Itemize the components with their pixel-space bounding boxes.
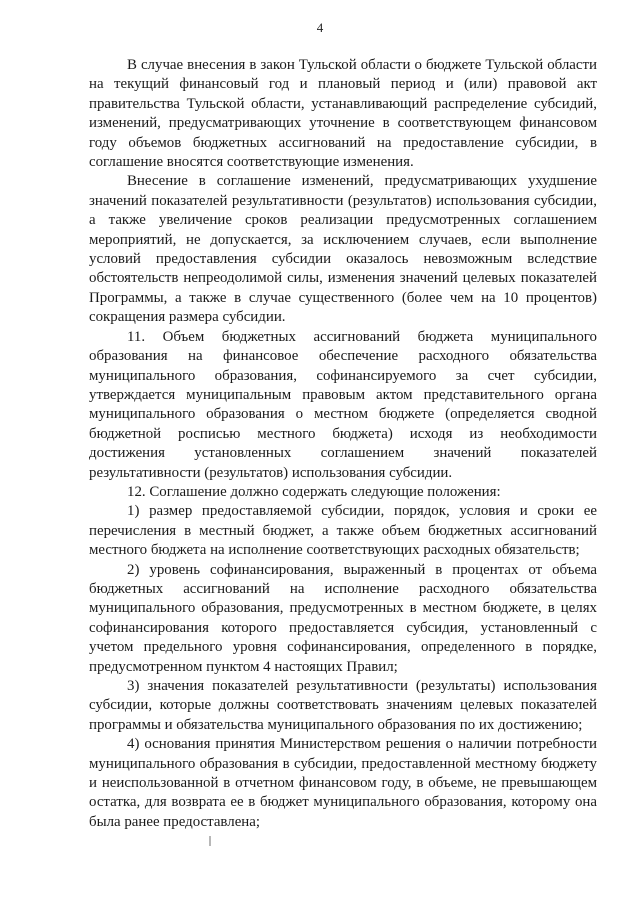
paragraph-budget-law-amendment: В случае внесения в закон Тульской области о бюджете Тульской области на текущий финансовый год и плановый период и (или) правовой акт правительства Тульской области, устанавливающий распределение субсидий, изменений, предусматривающих уточнение в соответствующем финансовом году объемов бюджетных ассигнований на предоставление субсидии, в соглашение вносятся соответствующие изменения. xyxy=(89,57,597,171)
page-number: 4 xyxy=(316,20,324,35)
scan-artifact xyxy=(209,836,211,846)
list-item-2: 2) уровень софинансирования, выраженный в процентах от объема бюджетных ассигнований на исполнение расходного обязательства муниципального образования, предусмотренных в местном бюджете, в целях софинансирования которого предоставляется субсидия, установленный с учетом предельного уровня софинансирования, определенного в порядке, предусмотренном пунктом 4 настоящих Правил; xyxy=(89,561,597,675)
paragraph-item-11: 11. Объем бюджетных ассигнований бюджета муниципального образования на финансовое обеспечение расходного обязательства муниципального образования, софинансируемого за счет субсидии, утверждается муниципальным правовым актом представительного органа муниципального образования о местном бюджете (определяется сводной бюджетной росписью местного бюджета) исходя из необходимости достижения установленных соглашением значений показателей результативности (результатов) использования субсидии. xyxy=(89,328,597,481)
paragraph-agreement-changes: Внесение в соглашение изменений, предусматривающих ухудшение значений показателей результативности (результатов) использования субсидии, а также увеличение сроков реализации предусмотренных соглашением мероприятий, не допускается, за исключением случаев, если выполнение условий предоставления субсидии оказалось невозможным вследствие обстоятельств непреодолимой силы, изменения значений целевых показателей Программы, а также в случае существенного (более чем на 10 процентов) сокращения размера субсидии. xyxy=(89,173,597,326)
list-item-1: 1) размер предоставляемой субсидии, порядок, условия и сроки ее перечисления в местный бюджет, а также объем бюджетных ассигнований местного бюджета на исполнение соответствующих расходных обязательств; xyxy=(89,503,597,559)
list-item-4: 4) основания принятия Министерством решения о наличии потребности муниципального образования в субсидии, предоставленной местному бюджету и неиспользованной в отчетном финансовом году, в объеме, не превышающем остатка, для возврата ее в бюджет муниципального образования, которому она была ранее предоставлена; xyxy=(89,736,597,830)
document-body xyxy=(89,56,597,832)
paragraph-item-12: 12. Соглашение должно содержать следующие положения: xyxy=(127,483,501,500)
list-item-3: 3) значения показателей результативности (результаты) использования субсидии, которые должны соответствовать значениям целевых показателей программы и обязательства муниципального образования по их достижению; xyxy=(89,678,597,733)
